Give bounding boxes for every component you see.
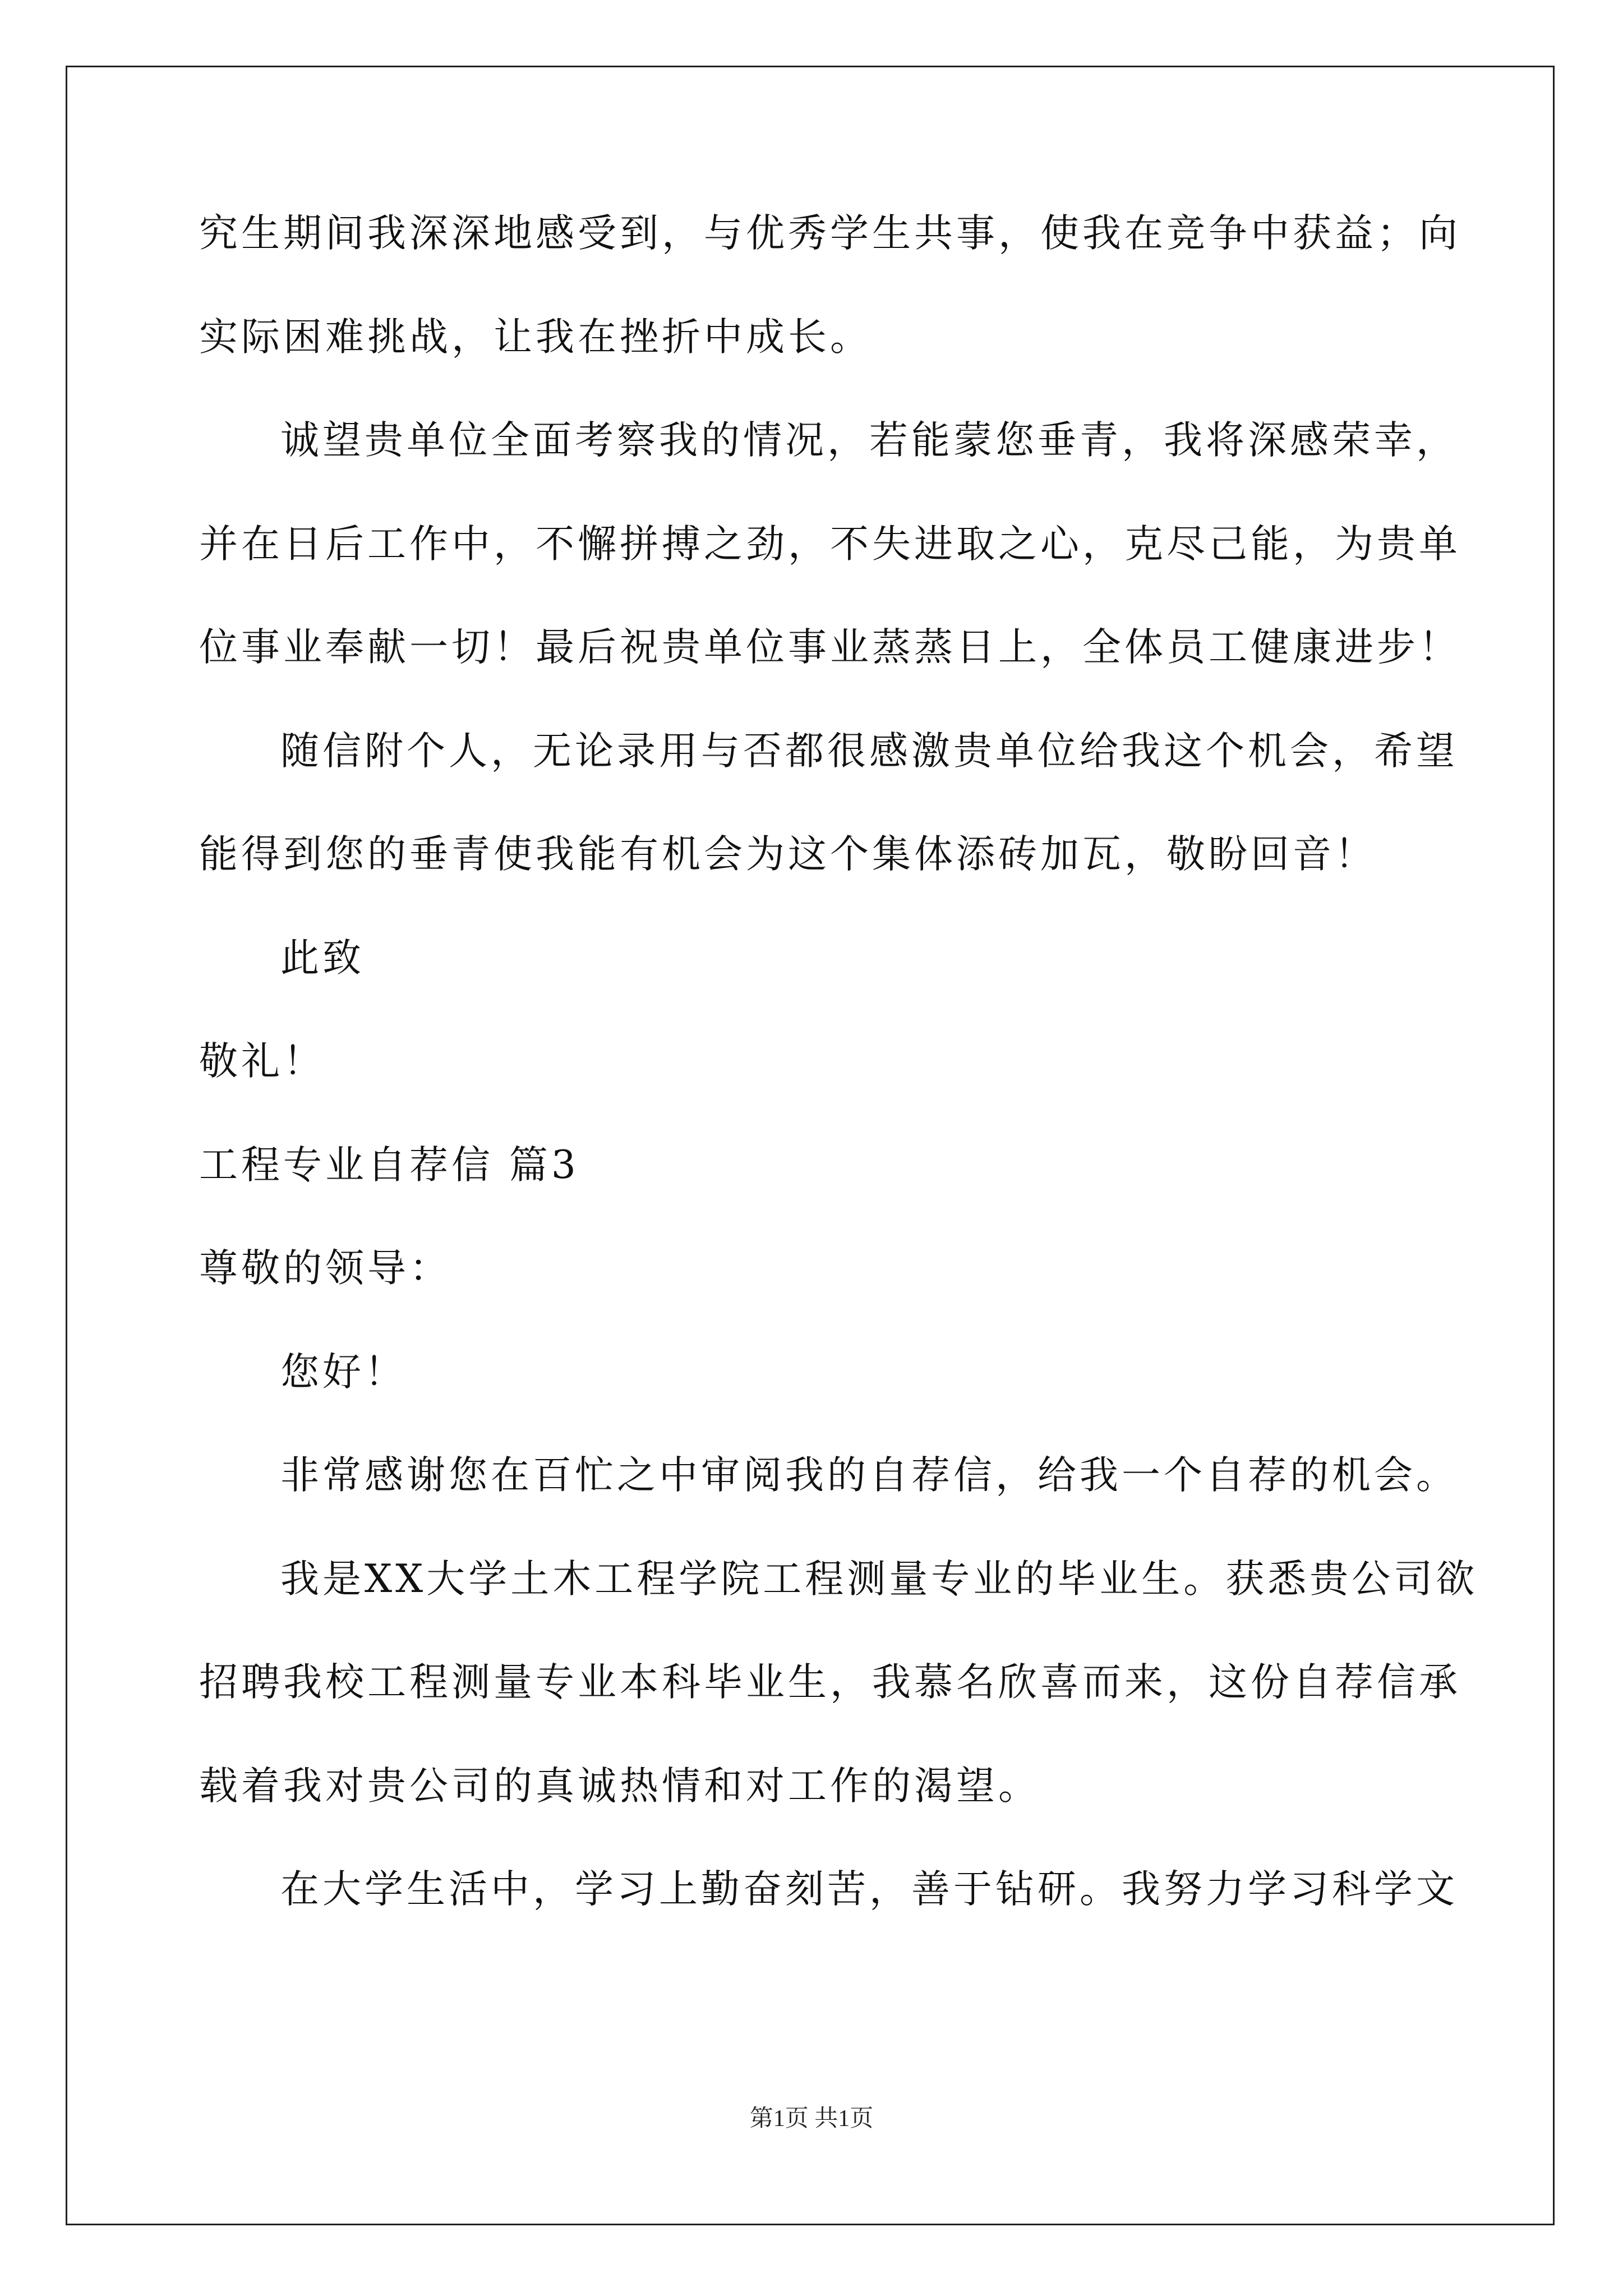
paragraph-line: 能得到您的垂青使我能有机会为这个集体添砖加瓦，敬盼回音！ bbox=[199, 832, 1377, 877]
paragraph-line: 究生期间我深深地感受到，与优秀学生共事，使我在竞争中获益；向 bbox=[199, 211, 1461, 256]
paragraph-line: 招聘我校工程测量专业本科毕业生，我慕名欣喜而来，这份自荐信承 bbox=[199, 1660, 1461, 1705]
paragraph-line: 诚望贵单位全面考察我的情况，若能蒙您垂青，我将深感荣幸， bbox=[280, 418, 1458, 463]
closing-line: 此致 bbox=[280, 936, 365, 981]
paragraph-line: 并在日后工作中，不懈拼搏之劲，不失进取之心，克尽己能，为贵单 bbox=[199, 522, 1461, 567]
paragraph-line: 非常感谢您在百忙之中审阅我的自荐信，给我一个自荐的机会。 bbox=[280, 1453, 1458, 1498]
salutation-line: 敬礼！ bbox=[199, 1039, 325, 1084]
paragraph-line: 随信附个人，无论录用与否都很感激贵单位给我这个机会，希望 bbox=[280, 729, 1458, 774]
paragraph-line: 在大学生活中，学习上勤奋刻苦，善于钻研。我努力学习科学文 bbox=[280, 1867, 1458, 1912]
section-heading: 工程专业自荐信 篇3 bbox=[199, 1143, 579, 1188]
paragraph-line: 载着我对贵公司的真诚热情和对工作的渴望。 bbox=[199, 1764, 1040, 1809]
paragraph-line: 位事业奉献一切！最后祝贵单位事业蒸蒸日上，全体员工健康进步！ bbox=[199, 625, 1461, 670]
page-number-footer: 第1页 共1页 bbox=[749, 2106, 874, 2132]
paragraph-line: 我是XX大学土木工程学院工程测量专业的毕业生。获悉贵公司欲 bbox=[280, 1557, 1478, 1602]
greeting-line: 您好！ bbox=[280, 1350, 407, 1395]
greeting-line: 尊敬的领导： bbox=[199, 1246, 451, 1291]
paragraph-line: 实际困难挑战，让我在挫折中成长。 bbox=[199, 315, 872, 360]
